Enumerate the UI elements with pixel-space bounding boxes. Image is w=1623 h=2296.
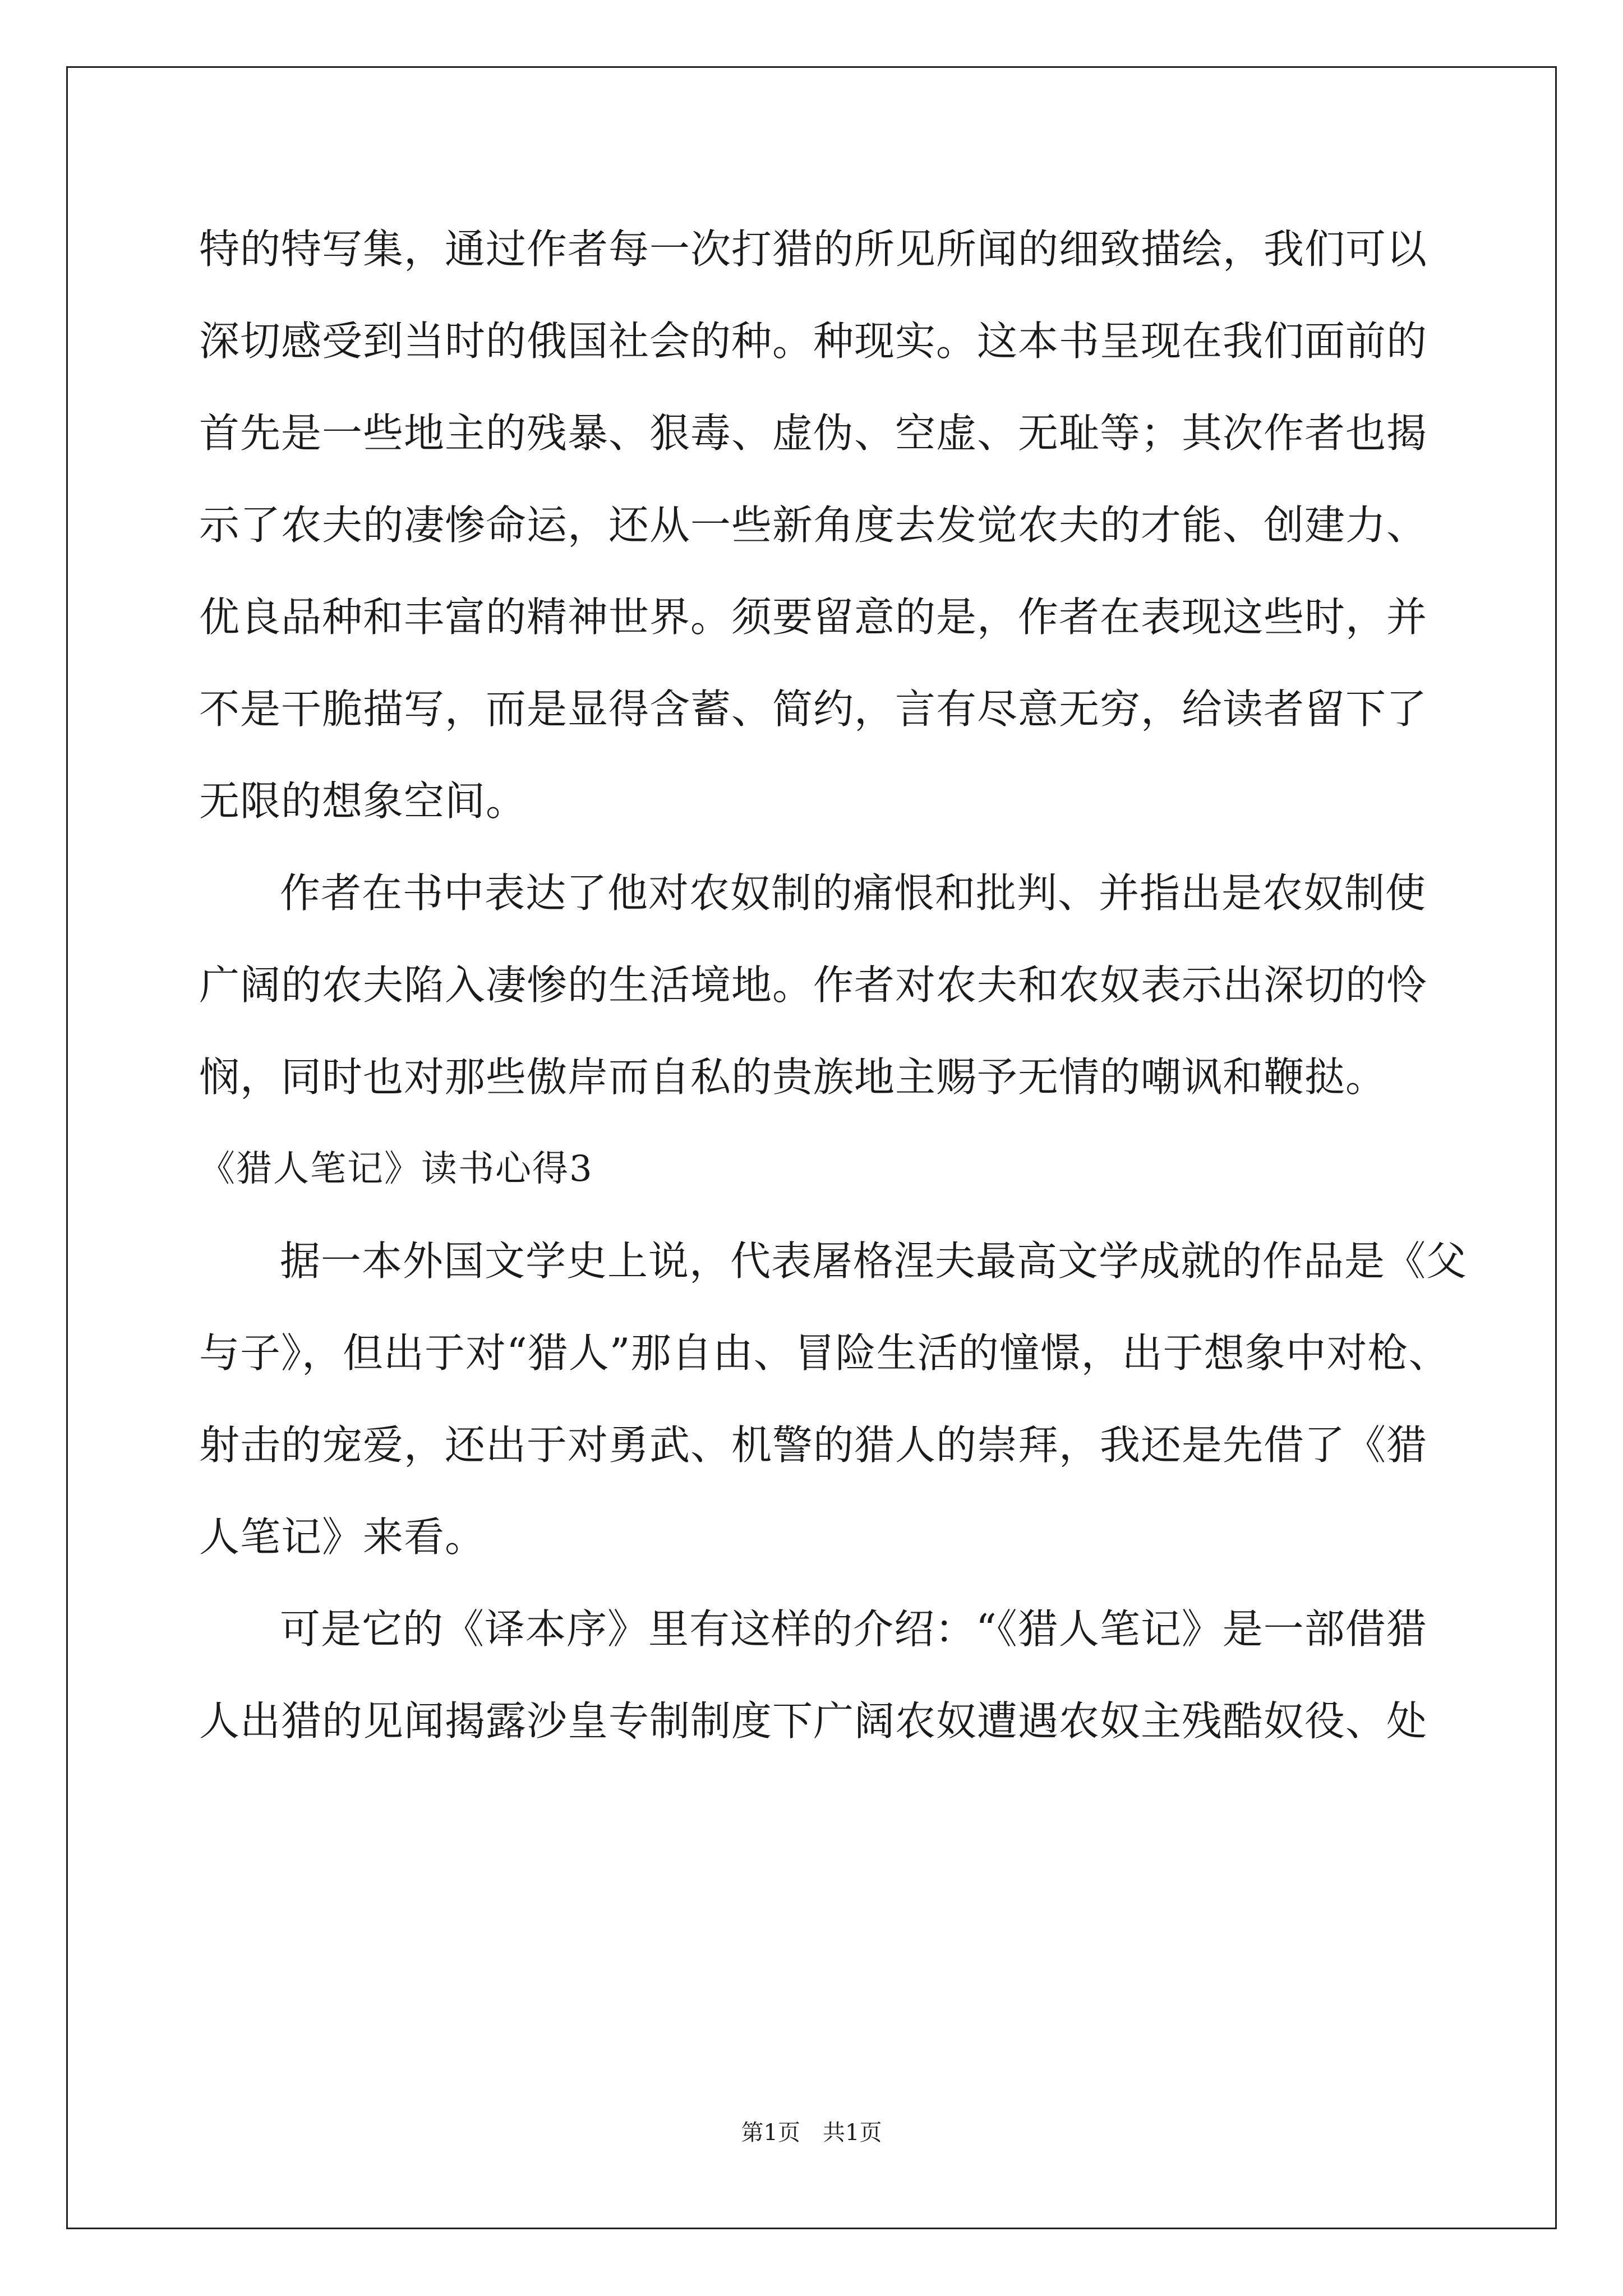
document-body [199,215,1468,1779]
text-line: 悯，同时也对那些傲岸而自私的贵族地主赐予无情的嘲讽和鞭挞。 [199,1053,1387,1101]
page-total: 共1页 [823,2120,882,2146]
text-line: 首先是一些地主的残暴、狠毒、虚伪、空虚、无耻等；其次作者也揭 [199,409,1428,457]
page-footer [0,2116,1623,2150]
text-line: 优良品种和丰富的精神世界。须要留意的是，作者在表现这些时，并 [199,593,1428,641]
paragraph-4 [199,1595,1428,1779]
section-heading: 《猎人笔记》读书心得3 [199,1148,593,1190]
text-line: 不是干脆描写，而是显得含蓄、简约，言有尽意无穷，给读者留下了 [199,685,1428,733]
text-line: 人笔记》来看。 [199,1513,486,1561]
text-line: 深切感受到当时的俄国社会的种。种现实。这本书呈现在我们面前的 [199,318,1428,365]
paragraph-2 [199,859,1428,1135]
text-line: 无限的想象空间。 [199,777,527,825]
page-number: 第1页 [741,2120,800,2146]
paragraph-1 [199,215,1428,859]
text-line: 作者在书中表达了他对农奴制的痛恨和批判、并指出是农奴制使 [280,869,1427,917]
text-line: 与子》，但出于对“猎人”那自由、冒险生活的憧憬，出于想象中对枪、 [199,1329,1450,1377]
text-line: 射击的宠爱，还出于对勇武、机警的猎人的崇拜，我还是先借了《猎 [199,1421,1428,1469]
text-line: 据一本外国文学史上说，代表屠格涅夫最高文学成就的作品是《父 [280,1237,1468,1285]
text-line: 特的特写集，通过作者每一次打猎的所见所闻的细致描绘，我们可以 [199,226,1428,273]
text-line: 人出猎的见闻揭露沙皇专制制度下广阔农奴遭遇农奴主残酷奴役、处 [199,1697,1428,1745]
text-line: 示了农夫的凄惨命运，还从一些新角度去发觉农夫的才能、创建力、 [199,501,1428,549]
paragraph-3 [199,1227,1468,1595]
text-line: 可是它的《译本序》里有这样的介绍：“《猎人笔记》是一部借猎 [280,1605,1427,1653]
text-line: 广阔的农夫陷入凄惨的生活境地。作者对农夫和农奴表示出深切的怜 [199,961,1428,1009]
